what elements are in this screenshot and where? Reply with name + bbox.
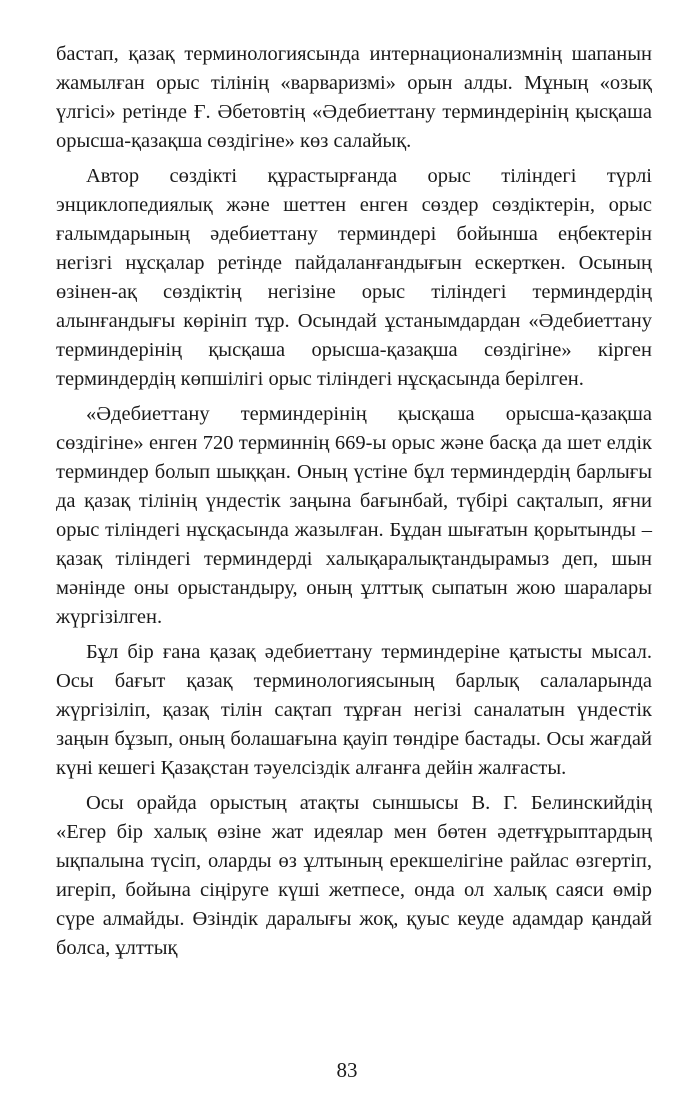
paragraph-term-statistics: «Әдебиеттану терминдерінің қысқаша орысша-қазақша сөздігіне» енген 720 терминнің 669-ы орыс және басқа да шет елдік терминдер болып шыққан. Оның үстіне бұл терминдердің барлығы да қазақ тілінің үндестік заңына бағынбай, түбірі сақталып, яғни орыс тіліндегі нұсқасында жазылған. Бұдан шығатын қорытынды – қазақ тіліндегі терминдерді халықаралықтандырамыз деп, шын мәнінде оны орыстандыру, оның ұлттық сыпатын жою шаралары жүргізілген. <box>56 403 652 628</box>
paragraph-example-conclusion: Бұл бір ғана қазақ әдебиеттану терминдеріне қатысты мысал. Осы бағыт қазақ терминологиясының барлық салаларында жүргізіліп, қазақ тілін сақтап тұрған негізі саналатын үндестік заңын бұзып, оның болашағына қауіп төндіре бастады. Осы жағдай күні кешегі Қазақстан тәуелсіздік алғанға дейін жалғасты. <box>56 641 652 779</box>
page-body <box>56 40 652 969</box>
paragraph-author-sources: Автор сөздікті құрастырғанда орыс тіліндегі түрлі энциклопедиялық және шеттен енген сөздер сөздіктерін, орыс ғалымдарының әдебиеттану терминдері бойынша еңбектерін негізгі нұсқалар ретінде пайдаланғандығын ескерткен. Осының өзінен-ақ сөздіктің негізіне орыс тіліндегі терминдердің алынғандығы көрініп тұр. Осындай ұстанымдардан «Әдебиеттану терминдерінің қысқаша орысша-қазақша сөздігіне» кірген терминдердің көпшілігі орыс тіліндегі нұсқасында берілген. <box>56 165 652 390</box>
page-number: 83 <box>336 1058 358 1082</box>
paragraph-continuation: бастап, қазақ терминологиясында интернационализмнің шапанын жамылған орыс тілінің «варваризмі» орын алды. Мұның «озық үлгісі» ретінде Ғ. Әбетовтің «Әдебиеттану терминдерінің қысқаша орысша-қазақша сөздігіне» көз салайық. <box>56 43 652 152</box>
paragraph-belinsky-quote: Осы орайда орыстың атақты сыншысы В. Г. Белинскийдің «Егер бір халық өзіне жат идеялар мен бөтен әдетғұрыптардың ықпалына түсіп, оларды өз ұлтының ерекшелігіне райлас өзгертіп, игеріп, бойына сіңіруге күші жетпесе, онда ол халық саяси өмір сүре алмайды. Өзіндік даралығы жоқ, қуыс кеуде адамдар қандай болса, ұлттық <box>56 792 652 959</box>
